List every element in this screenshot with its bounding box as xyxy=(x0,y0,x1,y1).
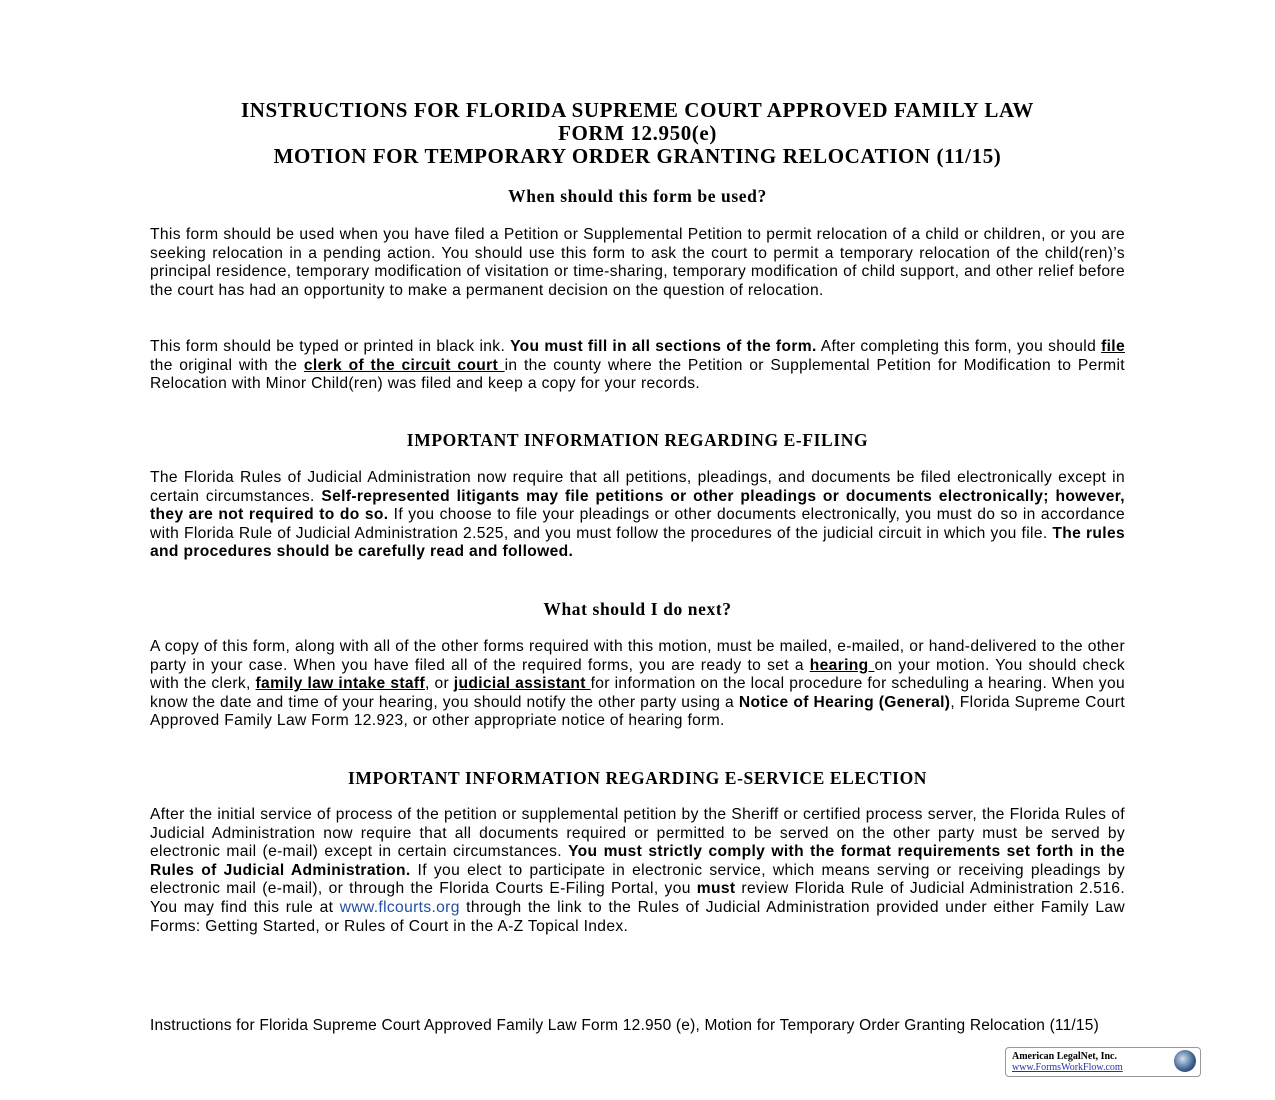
text-segment: , Florida Supreme Court Approved Family Law Form 12.923, or other appropriate notice of hearing form. xyxy=(150,693,1125,730)
paragraph xyxy=(150,469,1125,562)
text-segment: through the link to the Rules of Judicial Administration provided under either Family Law Forms: Getting Started, or Rules of Court in the A-Z Topical Index. xyxy=(150,898,1125,935)
paragraph xyxy=(150,338,1125,394)
text-segment: must xyxy=(696,880,736,898)
text-link[interactable]: www.flcourts.org xyxy=(339,898,460,916)
text-segment: If you choose to file your pleadings or other documents electronically, you must do so in accordance with Florida Rule of Judicial Administration 2.525, and you must follow the procedures of the judicial circuit in which you file. xyxy=(150,506,1125,542)
text-segment: Notice of Hearing (General) xyxy=(738,693,951,711)
paragraph xyxy=(150,806,1125,936)
text-link[interactable]: hearing xyxy=(809,656,875,674)
title-line: MOTION FOR TEMPORARY ORDER GRANTING RELOCATION (11/15) xyxy=(273,144,1002,168)
section-heading: IMPORTANT INFORMATION REGARDING E-SERVICE ELECTION xyxy=(347,768,928,788)
text-segment: on your motion. You should check with the clerk, xyxy=(150,656,1125,693)
title-line: INSTRUCTIONS FOR FLORIDA SUPREME COURT APPROVED FAMILY LAW xyxy=(240,98,1035,122)
text-segment: , or xyxy=(425,675,454,693)
text-segment: After completing this form, you should xyxy=(816,338,1102,355)
text-segment: This form should be used when you have filed a Petition or Supplemental Petition to permit relocation of a child or children, or you are seeking relocation in a pending action. You should use this form to ask the court to permit a temporary relocation of the child(ren)’s principal residence, temporary modification of visitation or time-sharing, temporary modification of child support, and other relief before the court has had an opportunity to make a permanent decision on the question of relocation. xyxy=(150,226,1125,299)
text-segment: the original with the xyxy=(150,356,304,374)
text-segment: This form should be typed or printed in black ink. xyxy=(150,338,511,355)
text-segment: in the county where the Petition or Supplemental Petition for Modification to Permit Relocation with Minor Child(ren) was filed and keep a copy for your records. xyxy=(150,356,1125,393)
section-heading: What should I do next? xyxy=(543,599,732,619)
footer-text: Instructions for Florida Supreme Court Approved Family Law Form 12.950 (e), Motion for Temporary Order Granting Relocation (11/15) xyxy=(150,1017,1099,1034)
logo-url-link[interactable]: www.FormsWorkFlow.com xyxy=(1012,1062,1123,1073)
paragraph xyxy=(150,226,1125,300)
document-title xyxy=(100,99,1175,168)
paragraph xyxy=(150,638,1125,731)
text-segment: Self-represented litigants may file petitions or other pleadings or documents electronically; however, they are not required to do so. xyxy=(150,487,1125,524)
text-segment: The Florida Rules of Judicial Administration now require that all petitions, pleadings, and documents be filed electronically except in certain circumstances. xyxy=(150,469,1125,505)
text-link[interactable]: clerk of the circuit court xyxy=(303,356,505,374)
american-legalnet-logo[interactable] xyxy=(1005,1047,1201,1077)
text-segment: If you elect to participate in electronic service, which means serving or receiving pleadings by electronic mail (e-mail), or through the Florida Courts E-Filing Portal, you xyxy=(150,861,1125,898)
title-line: FORM 12.950(e) xyxy=(558,121,717,145)
text-segment: for information on the local procedure for scheduling a hearing. When you know the date and time of your hearing, you should notify the other party using a xyxy=(150,675,1125,711)
text-link[interactable]: family law intake staff xyxy=(255,675,425,693)
text-segment: You must fill in all sections of the form. xyxy=(510,338,817,355)
section-heading: When should this form be used? xyxy=(508,186,767,206)
text-link[interactable]: file xyxy=(1101,338,1126,355)
text-segment: A copy of this form, along with all of the other forms required with this motion, must be mailed, e-mailed, or hand-delivered to the other party in your case. When you have filed all of the required forms, you are ready to set a xyxy=(150,638,1125,674)
text-segment: You must strictly comply with the format requirements set forth in the Rules of Judicial Administration. xyxy=(150,843,1125,879)
text-segment: After the initial service of process of the petition or supplemental petition by the Sheriff or certified process server, the Florida Rules of Judicial Administration now require that all documents required or permitted to be served on the other party must be served by electronic mail (e-mail) except in certain circumstances. xyxy=(150,806,1125,861)
logo-name: American LegalNet, Inc. xyxy=(1012,1051,1117,1062)
globe-icon xyxy=(1174,1050,1196,1072)
text-segment: The rules and procedures should be carefully read and followed. xyxy=(150,524,1126,561)
section-heading: IMPORTANT INFORMATION REGARDING E-FILING xyxy=(406,430,869,450)
text-segment: review Florida Rule of Judicial Administration 2.516. You may find this rule at xyxy=(150,880,1126,916)
text-link[interactable]: judicial assistant xyxy=(453,675,591,693)
